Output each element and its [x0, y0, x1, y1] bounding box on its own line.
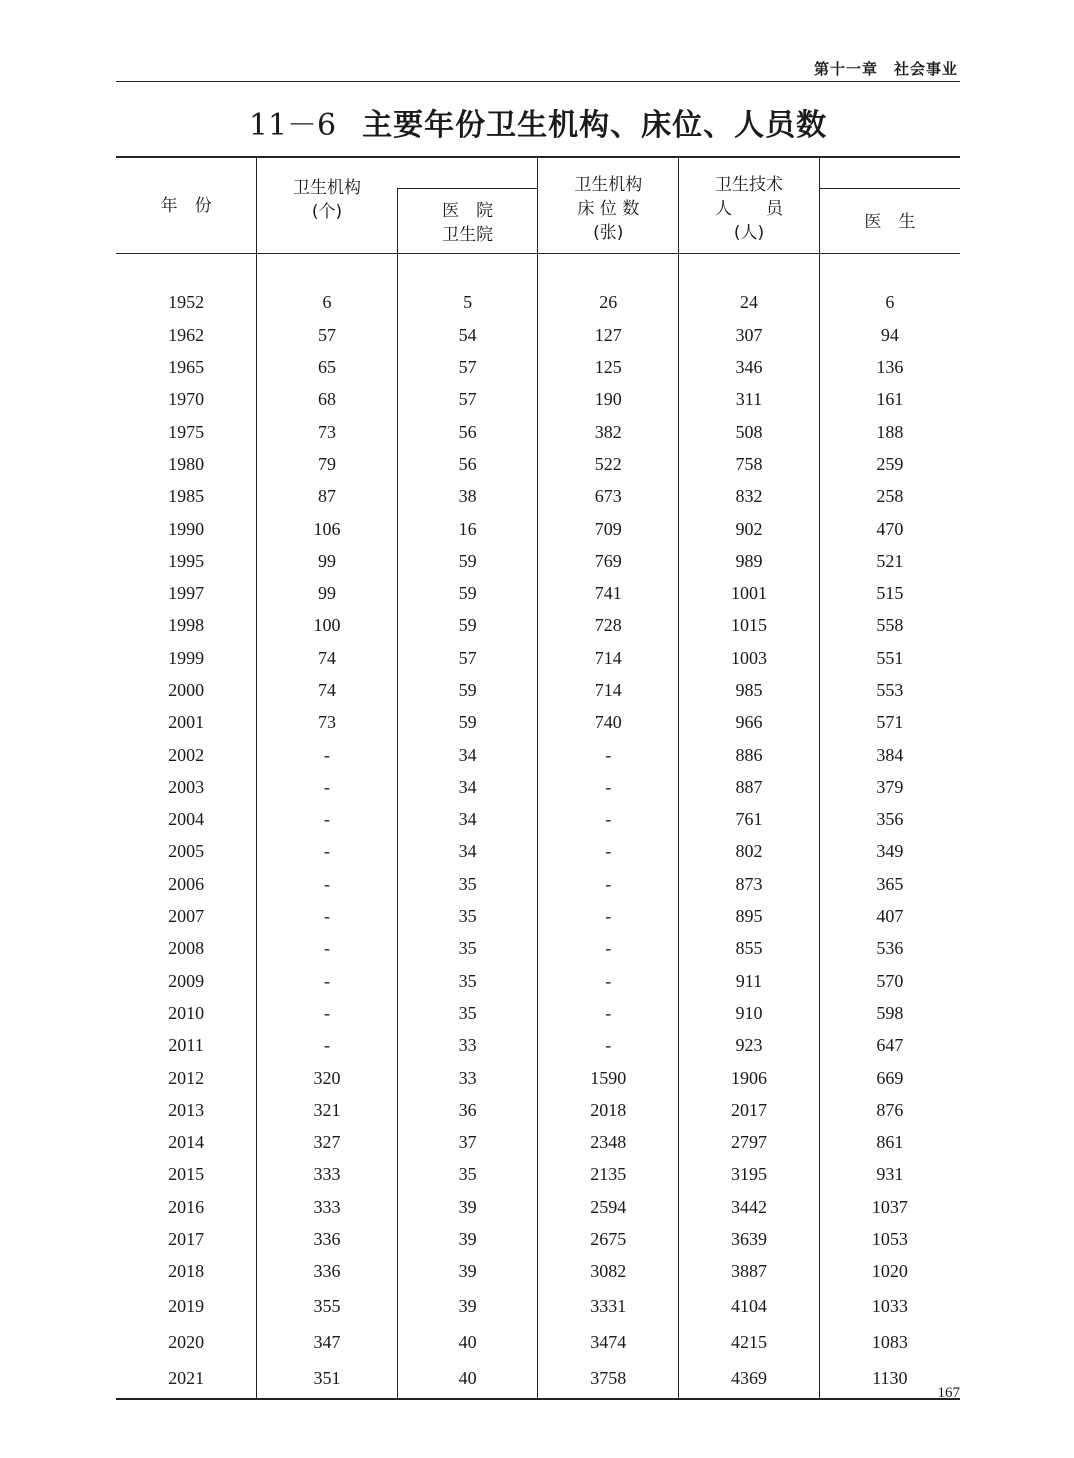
- cell-year: 1985: [168, 486, 205, 507]
- cell-beds: 3331: [538, 1288, 679, 1324]
- table-row: [116, 480, 960, 512]
- cell-year: 1965: [168, 357, 205, 378]
- health-statistics-table: [116, 156, 960, 1400]
- cell-institutions: 74: [257, 674, 398, 706]
- cell-beds: 714: [538, 674, 679, 706]
- cell-beds: 714: [538, 642, 679, 674]
- cell-technical-staff: 24: [679, 286, 820, 318]
- cell-beds: 125: [538, 351, 679, 383]
- cell-beds: 522: [538, 448, 679, 480]
- cell-beds: 740: [538, 706, 679, 738]
- cell-year: 2007: [168, 906, 205, 927]
- cell-doctors: 379: [819, 771, 960, 803]
- cell-doctors: 553: [819, 674, 960, 706]
- cell-doctors: 551: [819, 642, 960, 674]
- cell-beds: -: [538, 997, 679, 1029]
- cell-hospitals: 35: [397, 997, 538, 1029]
- cell-year: 1962: [168, 324, 205, 345]
- cell-institutions: -: [257, 835, 398, 867]
- cell-institutions: 333: [257, 1191, 398, 1223]
- table-row: [116, 997, 960, 1029]
- cell-year: 2018: [168, 1261, 205, 1282]
- cell-technical-staff: 3195: [679, 1158, 820, 1190]
- cell-institutions: 87: [257, 480, 398, 512]
- cell-year: 2009: [168, 970, 205, 991]
- cell-beds: 382: [538, 415, 679, 447]
- cell-technical-staff: 985: [679, 674, 820, 706]
- cell-technical-staff: 346: [679, 351, 820, 383]
- cell-technical-staff: 508: [679, 415, 820, 447]
- cell-hospitals: 35: [397, 932, 538, 964]
- cell-beds: 190: [538, 383, 679, 415]
- cell-hospitals: 59: [397, 674, 538, 706]
- cell-institutions: 336: [257, 1255, 398, 1287]
- cell-doctors: 1130: [819, 1360, 960, 1396]
- cell-technical-staff: 923: [679, 1029, 820, 1061]
- cell-doctors: 515: [819, 577, 960, 609]
- cell-doctors: 647: [819, 1029, 960, 1061]
- col-header-year: 年 份: [116, 157, 257, 254]
- cell-doctors: 259: [819, 448, 960, 480]
- cell-technical-staff: 2017: [679, 1094, 820, 1126]
- cell-doctors: 365: [819, 868, 960, 900]
- cell-doctors: 536: [819, 932, 960, 964]
- cell-year: 2005: [168, 841, 205, 862]
- col-header-doctors-span: [819, 157, 960, 189]
- cell-hospitals: 39: [397, 1223, 538, 1255]
- cell-doctors: 136: [819, 351, 960, 383]
- col-header-technical-staff: 卫生技术 人 员 (人): [679, 157, 820, 254]
- cell-doctors: 349: [819, 835, 960, 867]
- cell-beds: 2348: [538, 1126, 679, 1158]
- table-row: [116, 900, 960, 932]
- table-row: [116, 706, 960, 738]
- cell-year: 2015: [168, 1164, 205, 1185]
- cell-doctors: 470: [819, 512, 960, 544]
- cell-technical-staff: 832: [679, 480, 820, 512]
- cell-institutions: -: [257, 932, 398, 964]
- cell-beds: 2018: [538, 1094, 679, 1126]
- cell-hospitals: 39: [397, 1255, 538, 1287]
- cell-hospitals: 54: [397, 319, 538, 351]
- cell-beds: -: [538, 932, 679, 964]
- cell-hospitals: 56: [397, 448, 538, 480]
- cell-hospitals: 33: [397, 1029, 538, 1061]
- cell-doctors: 876: [819, 1094, 960, 1126]
- col-header-hospitals-span: [397, 157, 538, 189]
- table-row: [116, 868, 960, 900]
- table-row: [116, 1158, 960, 1190]
- cell-year: 1970: [168, 389, 205, 410]
- cell-institutions: 74: [257, 642, 398, 674]
- cell-beds: 1590: [538, 1061, 679, 1093]
- table-row: [116, 1255, 960, 1287]
- cell-institutions: 320: [257, 1061, 398, 1093]
- cell-doctors: 571: [819, 706, 960, 738]
- cell-hospitals: 57: [397, 351, 538, 383]
- cell-year: 1995: [168, 550, 205, 571]
- cell-institutions: 68: [257, 383, 398, 415]
- cell-year: 1999: [168, 647, 205, 668]
- cell-hospitals: 35: [397, 868, 538, 900]
- table-row: [116, 383, 960, 415]
- col-header-doctors: 医 生: [819, 189, 960, 254]
- cell-institutions: 100: [257, 609, 398, 641]
- page-number: 167: [937, 1385, 960, 1401]
- cell-technical-staff: 4369: [679, 1360, 820, 1396]
- table-row: [116, 932, 960, 964]
- cell-technical-staff: 1015: [679, 609, 820, 641]
- cell-hospitals: 39: [397, 1288, 538, 1324]
- cell-year: 2010: [168, 1002, 205, 1023]
- table-row: [116, 286, 960, 318]
- cell-technical-staff: 895: [679, 900, 820, 932]
- cell-year: 2006: [168, 873, 205, 894]
- cell-institutions: 336: [257, 1223, 398, 1255]
- cell-doctors: 407: [819, 900, 960, 932]
- cell-doctors: 861: [819, 1126, 960, 1158]
- cell-hospitals: 40: [397, 1324, 538, 1360]
- cell-technical-staff: 3442: [679, 1191, 820, 1223]
- cell-year: 2012: [168, 1067, 205, 1088]
- table-row: [116, 1191, 960, 1223]
- table-row: [116, 351, 960, 383]
- cell-technical-staff: 1906: [679, 1061, 820, 1093]
- cell-doctors: 558: [819, 609, 960, 641]
- table-title-text: 主要年份卫生机构、床位、人员数: [362, 108, 828, 143]
- col-header-beds: 卫生机构 床 位 数 (张): [538, 157, 679, 254]
- cell-hospitals: 36: [397, 1094, 538, 1126]
- chapter-header: 第十一章 社会事业: [813, 60, 958, 78]
- cell-institutions: 347: [257, 1324, 398, 1360]
- cell-technical-staff: 910: [679, 997, 820, 1029]
- cell-hospitals: 56: [397, 415, 538, 447]
- table-row: [116, 512, 960, 544]
- cell-institutions: 65: [257, 351, 398, 383]
- cell-institutions: -: [257, 771, 398, 803]
- col-header-hospitals: 医 院 卫生院: [397, 189, 538, 254]
- cell-year: 2000: [168, 680, 205, 700]
- cell-doctors: 1037: [819, 1191, 960, 1223]
- cell-doctors: 1020: [819, 1255, 960, 1287]
- cell-hospitals: 59: [397, 609, 538, 641]
- cell-year: 2011: [168, 1035, 204, 1056]
- cell-beds: 3082: [538, 1255, 679, 1287]
- cell-hospitals: 34: [397, 803, 538, 835]
- table-row: [116, 448, 960, 480]
- cell-doctors: 384: [819, 738, 960, 770]
- cell-technical-staff: 4104: [679, 1288, 820, 1324]
- table-title: [116, 100, 960, 144]
- cell-doctors: 598: [819, 997, 960, 1029]
- cell-technical-staff: 761: [679, 803, 820, 835]
- table-row: [116, 319, 960, 351]
- cell-year: 2004: [168, 809, 205, 830]
- cell-beds: -: [538, 738, 679, 770]
- cell-doctors: 1083: [819, 1324, 960, 1360]
- cell-beds: 673: [538, 480, 679, 512]
- table-row: [116, 1094, 960, 1126]
- cell-beds: 2135: [538, 1158, 679, 1190]
- cell-institutions: 57: [257, 319, 398, 351]
- table-row: [116, 577, 960, 609]
- cell-year: 1952: [168, 292, 205, 313]
- cell-institutions: 6: [257, 286, 398, 318]
- cell-beds: -: [538, 900, 679, 932]
- cell-beds: -: [538, 965, 679, 997]
- cell-technical-staff: 4215: [679, 1324, 820, 1360]
- cell-hospitals: 33: [397, 1061, 538, 1093]
- cell-hospitals: 59: [397, 545, 538, 577]
- cell-institutions: 99: [257, 545, 398, 577]
- cell-technical-staff: 1001: [679, 577, 820, 609]
- cell-year: 1998: [168, 615, 205, 636]
- table-row: [116, 803, 960, 835]
- table-row: [116, 1360, 960, 1396]
- cell-beds: -: [538, 835, 679, 867]
- table-row: [116, 1223, 960, 1255]
- cell-technical-staff: 902: [679, 512, 820, 544]
- cell-institutions: 351: [257, 1360, 398, 1396]
- cell-beds: 2675: [538, 1223, 679, 1255]
- table-row: [116, 1029, 960, 1061]
- cell-year: 1975: [168, 421, 205, 442]
- cell-institutions: -: [257, 965, 398, 997]
- cell-institutions: 73: [257, 706, 398, 738]
- cell-doctors: 931: [819, 1158, 960, 1190]
- cell-beds: -: [538, 803, 679, 835]
- cell-institutions: 321: [257, 1094, 398, 1126]
- cell-doctors: 258: [819, 480, 960, 512]
- cell-hospitals: 34: [397, 835, 538, 867]
- cell-hospitals: 34: [397, 738, 538, 770]
- cell-doctors: 94: [819, 319, 960, 351]
- table-row: [116, 835, 960, 867]
- cell-beds: -: [538, 771, 679, 803]
- cell-technical-staff: 911: [679, 965, 820, 997]
- cell-technical-staff: 758: [679, 448, 820, 480]
- cell-institutions: -: [257, 803, 398, 835]
- cell-doctors: 356: [819, 803, 960, 835]
- table-row: [116, 1288, 960, 1324]
- cell-doctors: 1033: [819, 1288, 960, 1324]
- table-row: [116, 771, 960, 803]
- table-row: [116, 415, 960, 447]
- cell-doctors: 521: [819, 545, 960, 577]
- cell-doctors: 6: [819, 286, 960, 318]
- table-row: [116, 1061, 960, 1093]
- cell-hospitals: 34: [397, 771, 538, 803]
- cell-year: 2016: [168, 1196, 205, 1217]
- cell-beds: 26: [538, 286, 679, 318]
- cell-year: 2021: [168, 1367, 205, 1388]
- cell-institutions: 99: [257, 577, 398, 609]
- cell-year: 2020: [168, 1331, 205, 1352]
- cell-doctors: 570: [819, 965, 960, 997]
- cell-hospitals: 40: [397, 1360, 538, 1396]
- cell-institutions: 73: [257, 415, 398, 447]
- cell-year: 2008: [168, 938, 205, 959]
- cell-institutions: 355: [257, 1288, 398, 1324]
- cell-hospitals: 35: [397, 965, 538, 997]
- cell-technical-staff: 802: [679, 835, 820, 867]
- cell-technical-staff: 855: [679, 932, 820, 964]
- cell-year: 2001: [168, 712, 205, 733]
- cell-technical-staff: 873: [679, 868, 820, 900]
- cell-institutions: 79: [257, 448, 398, 480]
- table-row: [116, 609, 960, 641]
- cell-year: 2003: [168, 776, 205, 797]
- cell-institutions: 327: [257, 1126, 398, 1158]
- cell-hospitals: 59: [397, 577, 538, 609]
- cell-beds: -: [538, 1029, 679, 1061]
- table-row: [116, 545, 960, 577]
- cell-year: 1997: [168, 583, 205, 604]
- table-row: [116, 738, 960, 770]
- cell-doctors: 161: [819, 383, 960, 415]
- table-row: [116, 674, 960, 706]
- cell-year: 1990: [168, 518, 205, 539]
- cell-hospitals: 39: [397, 1191, 538, 1223]
- cell-institutions: -: [257, 997, 398, 1029]
- cell-hospitals: 57: [397, 383, 538, 415]
- cell-technical-staff: 1003: [679, 642, 820, 674]
- cell-year: 2019: [168, 1295, 205, 1316]
- cell-institutions: 106: [257, 512, 398, 544]
- table-number: 11－6: [248, 108, 337, 143]
- cell-beds: 769: [538, 545, 679, 577]
- cell-institutions: 333: [257, 1158, 398, 1190]
- cell-technical-staff: 966: [679, 706, 820, 738]
- table-row: [116, 642, 960, 674]
- cell-hospitals: 37: [397, 1126, 538, 1158]
- cell-technical-staff: 989: [679, 545, 820, 577]
- cell-technical-staff: 887: [679, 771, 820, 803]
- cell-beds: 3474: [538, 1324, 679, 1360]
- cell-technical-staff: 311: [679, 383, 820, 415]
- cell-institutions: -: [257, 900, 398, 932]
- cell-technical-staff: 3887: [679, 1255, 820, 1287]
- cell-doctors: 1053: [819, 1223, 960, 1255]
- cell-institutions: -: [257, 1029, 398, 1061]
- cell-beds: 741: [538, 577, 679, 609]
- header-rule: [116, 81, 960, 82]
- cell-institutions: -: [257, 868, 398, 900]
- cell-technical-staff: 307: [679, 319, 820, 351]
- cell-beds: 2594: [538, 1191, 679, 1223]
- cell-institutions: -: [257, 738, 398, 770]
- table-row: [116, 1324, 960, 1360]
- cell-hospitals: 5: [397, 286, 538, 318]
- cell-doctors: 188: [819, 415, 960, 447]
- cell-technical-staff: 3639: [679, 1223, 820, 1255]
- cell-beds: 3758: [538, 1360, 679, 1396]
- col-header-institutions: 卫生机构 (个): [257, 157, 398, 254]
- cell-hospitals: 57: [397, 642, 538, 674]
- table-row: [116, 965, 960, 997]
- cell-hospitals: 35: [397, 1158, 538, 1190]
- cell-beds: 127: [538, 319, 679, 351]
- cell-beds: -: [538, 868, 679, 900]
- cell-year: 1980: [168, 453, 205, 474]
- cell-hospitals: 16: [397, 512, 538, 544]
- cell-hospitals: 35: [397, 900, 538, 932]
- cell-technical-staff: 2797: [679, 1126, 820, 1158]
- cell-year: 2014: [168, 1132, 205, 1153]
- cell-year: 2017: [168, 1229, 205, 1250]
- cell-beds: 728: [538, 609, 679, 641]
- cell-doctors: 669: [819, 1061, 960, 1093]
- table-row: [116, 1126, 960, 1158]
- cell-technical-staff: 886: [679, 738, 820, 770]
- cell-beds: 709: [538, 512, 679, 544]
- cell-hospitals: 38: [397, 480, 538, 512]
- cell-hospitals: 59: [397, 706, 538, 738]
- cell-year: 2013: [168, 1099, 205, 1120]
- cell-year: 2002: [168, 744, 205, 765]
